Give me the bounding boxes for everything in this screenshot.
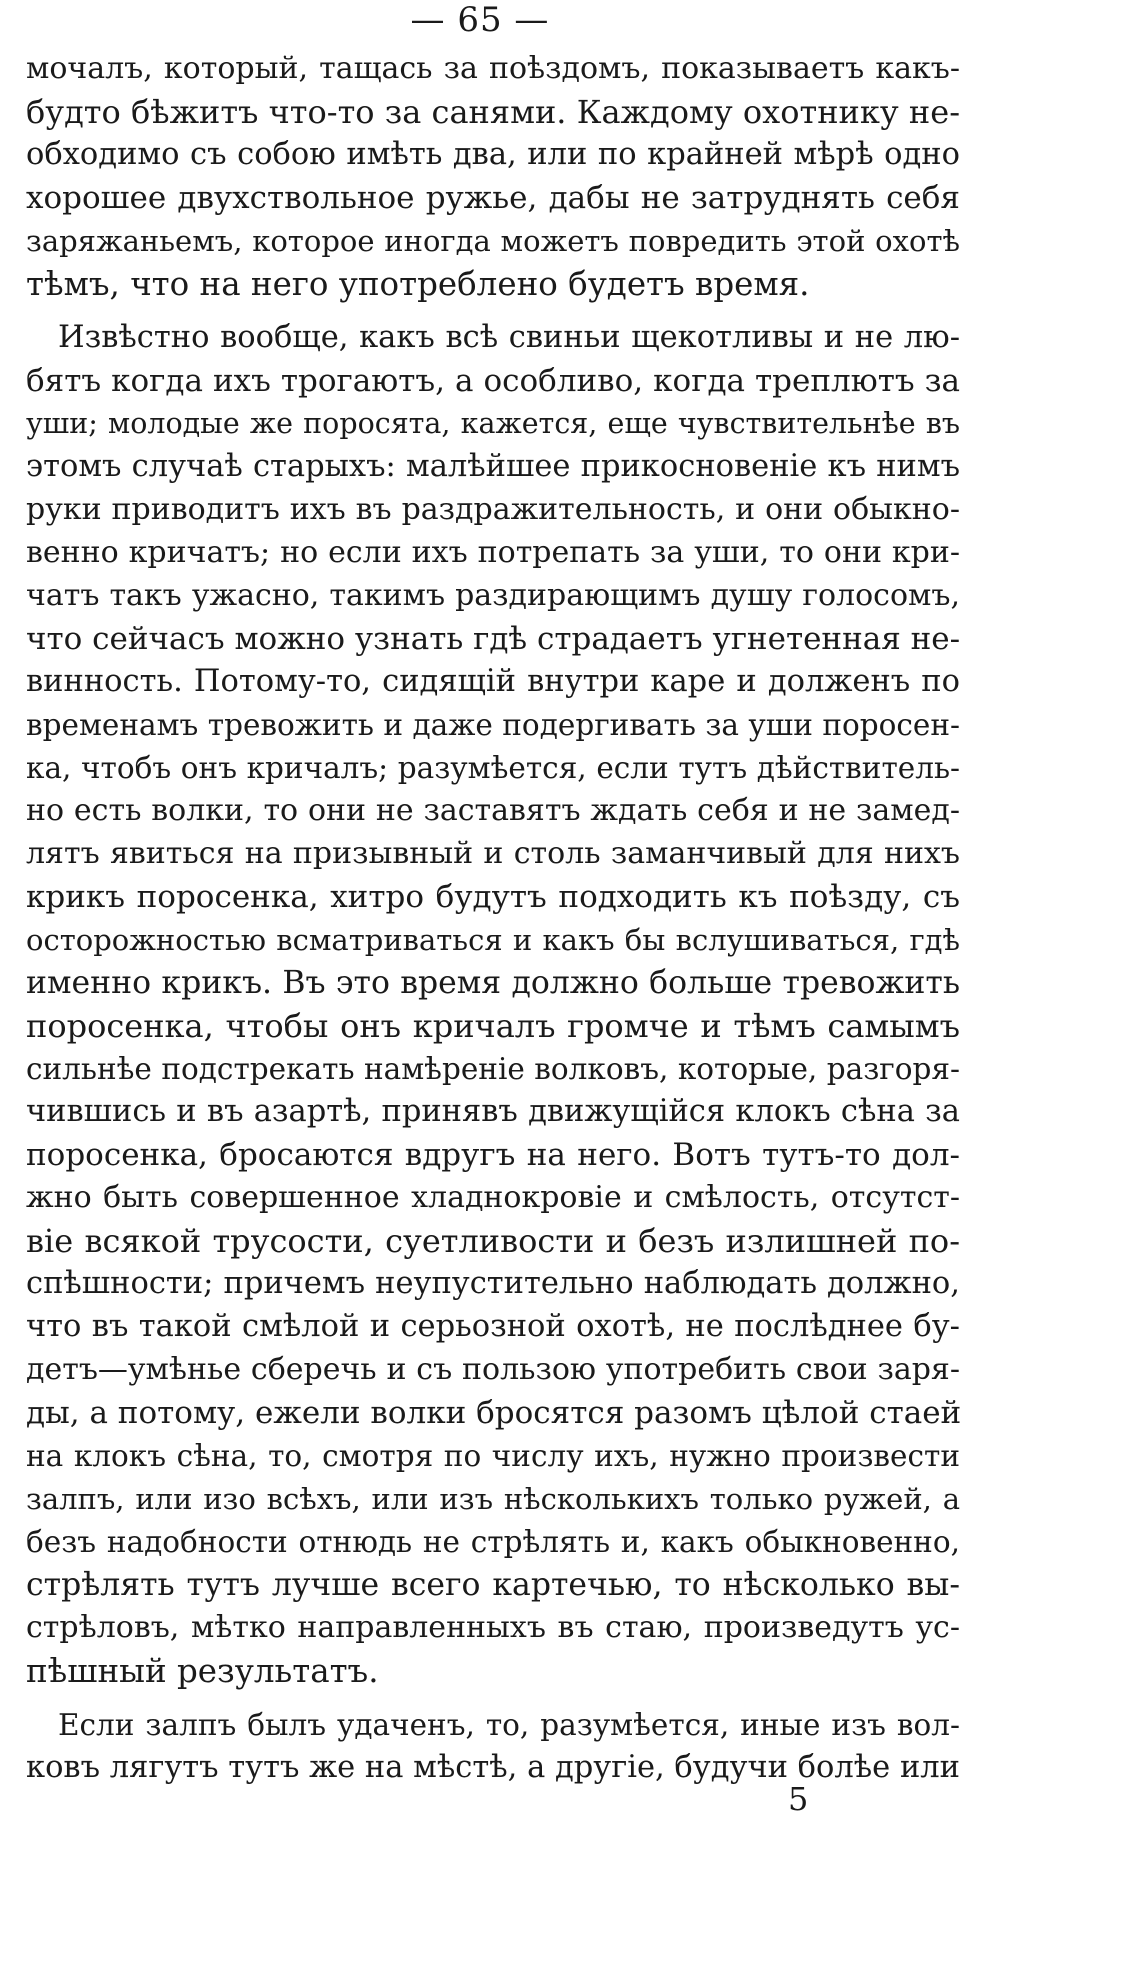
text-line: что сейчасъ можно узнать гдѣ страдаетъ угнетенная не- (26, 621, 961, 657)
text-line: венно кричатъ; но если ихъ потрепать за уши, то они кри- (26, 535, 960, 570)
text-line: хорошее двухствольное ружье, дабы не затруднять себя (26, 180, 960, 216)
text-line: Если залпъ былъ удаченъ, то, разумѣется, иные изъ вол- (58, 1708, 960, 1742)
text-line: винность. Потому-то, сидящій внутри каре и долженъ по (26, 664, 960, 699)
text-line: заряжаньемъ, которое иногда можетъ повредить этой охотѣ (26, 224, 960, 258)
text-line: безъ надобности отнюдь не стрѣлять и, какъ обыкновенно, (26, 1525, 960, 1559)
text-line: чатъ такъ ужасно, такимъ раздирающимъ душу голосомъ, (26, 578, 960, 613)
text-line: руки приводитъ ихъ въ раздражительность, и они обыкно- (26, 492, 960, 527)
text-line: поросенка, чтобы онъ кричалъ громче и тѣмъ самымъ (26, 1007, 960, 1045)
text-line: поросенка, бросаются вдругъ на него. Вотъ тутъ-то дол- (26, 1137, 960, 1173)
text-line: Извѣстно вообще, какъ всѣ свиньи щекотливы и не лю- (58, 320, 960, 355)
text-line: жно быть совершенное хладнокровіе и смѣлость, отсутст- (26, 1180, 960, 1215)
text-line: на клокъ сѣна, то, смотря по числу ихъ, нужно произвести (26, 1439, 960, 1473)
text-line: мочалъ, который, тащась за поѣздомъ, показываетъ какъ- (26, 51, 960, 86)
text-line: именно крикъ. Въ это время должно больше тревожить (26, 965, 960, 1001)
page-number: — 65 — (410, 0, 550, 40)
text-line: бятъ когда ихъ трогаютъ, а особливо, когда треплютъ за (26, 363, 960, 399)
text-line: спѣшности; причемъ неупустительно наблюдать должно, (26, 1266, 960, 1301)
text-line: стрѣловъ, мѣтко направленныхъ въ стаю, произведутъ ус- (26, 1610, 960, 1645)
text-line: детъ—умѣнье сберечь и съ пользою употребить свои заря- (26, 1352, 960, 1387)
text-line: временамъ тревожить и даже подергивать за уши поросен- (26, 708, 960, 742)
text-line: залпъ, или изо всѣхъ, или изъ нѣсколькихъ только ружей, а (26, 1482, 960, 1516)
text-line: но есть волки, то они не заставятъ ждать себя и не замед- (26, 793, 960, 828)
text-line: чившись и въ азартѣ, принявъ движущійся клокъ сѣна за (26, 1094, 960, 1129)
text-line: пѣшный результатъ. (26, 1652, 379, 1690)
text-line: будто бѣжитъ что-то за санями. Каждому охотнику не- (26, 93, 960, 131)
text-line: ковъ лягутъ тутъ же на мѣстѣ, а другіе, будучи болѣе или (26, 1750, 960, 1785)
text-line: крикъ поросенка, хитро будутъ подходить къ поѣзду, съ (26, 879, 960, 915)
text-line: ды, а потому, ежели волки бросятся разомъ цѣлой стаей (26, 1395, 962, 1431)
text-line: ка, чтобъ онъ кричалъ; разумѣется, если тутъ дѣйствитель- (26, 751, 960, 785)
text-line: осторожностью всматриваться и какъ бы вслушиваться, гдѣ (26, 923, 960, 957)
signature-mark: 5 (788, 1780, 809, 1818)
text-line: тѣмъ, что на него употреблено будетъ время. (26, 265, 810, 303)
text-line: віе всякой трусости, суетливости и безъ излишней по- (26, 1222, 960, 1260)
text-line: обходимо съ собою имѣть два, или по крайней мѣрѣ одно (26, 137, 960, 172)
text-line: этомъ случаѣ старыхъ: малѣйшее прикосновеніе къ нимъ (26, 449, 960, 484)
text-line: лятъ явиться на призывный и столь заманчивый для нихъ (26, 836, 960, 871)
text-line: сильнѣе подстрекать намѣреніе волковъ, которые, разгоря- (26, 1052, 960, 1086)
text-line: уши; молодые же поросята, кажется, еще чувствительнѣе въ (26, 407, 960, 440)
text-line: что въ такой смѣлой и серьозной охотѣ, не послѣднее бу- (26, 1309, 960, 1344)
text-line: стрѣлять тутъ лучше всего картечью, то нѣсколько вы- (26, 1567, 960, 1603)
